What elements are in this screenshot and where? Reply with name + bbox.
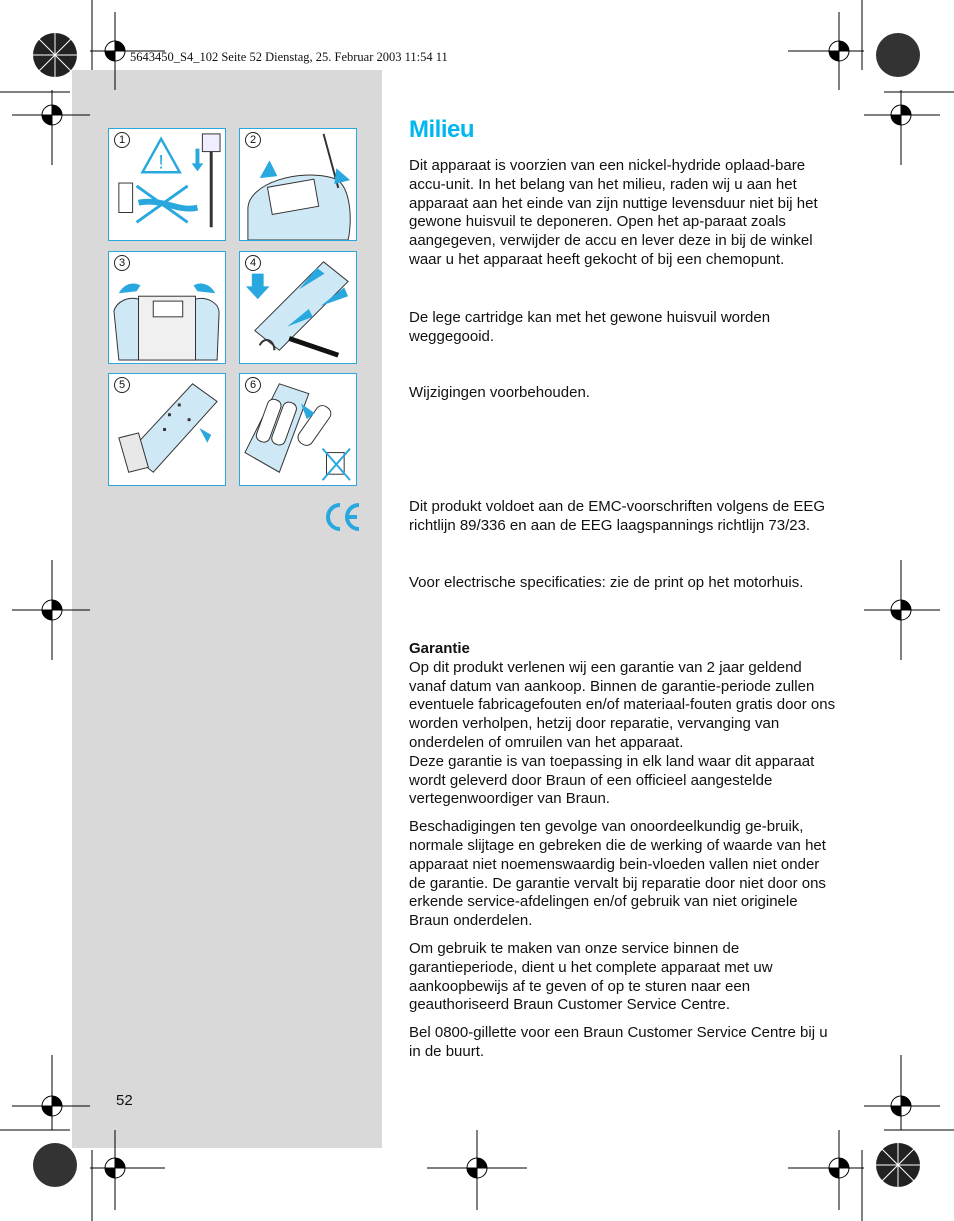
changes-note xyxy=(409,384,839,403)
figure-2 xyxy=(239,128,357,241)
figure-number: 5 xyxy=(114,377,130,393)
svg-text:!: ! xyxy=(158,151,164,174)
section-title: Milieu xyxy=(409,116,475,143)
milieu-paragraph-1 xyxy=(409,157,839,270)
milieu-text: Dit apparaat is voorzien van een nickel-hydride oplaad-bare accu-unit. In het belang van het milieu, raden wij u aan het apparaat aan het einde van zijn nuttige levensduur niet bij het gewone huisvuil te deponeren. Open het ap-paraat zoals aangegeven, verwijder de accu en lever deze in bij de winkel waar u het apparaat heeft gekocht of bij een chemopunt. xyxy=(409,157,818,268)
figure-number: 6 xyxy=(245,377,261,393)
warranty-paragraph-4: Om gebruik te maken van onze service binnen de garantieperiode, dient u het complete apparaat met uw aankoopbewijs af te geven of op te sturen naar een geauthoriseerd Braun Customer Service Centre. xyxy=(409,939,773,1014)
cartridge-text: De lege cartridge kan met het gewone huisvuil worden weggegooid. xyxy=(409,309,771,345)
emc-paragraph xyxy=(409,498,839,536)
crossed-out-bin-icon xyxy=(323,449,351,480)
specs-text: Voor electrische specificaties: zie de print op het motorhuis. xyxy=(409,574,804,591)
changes-text: Wijzigingen voorbehouden. xyxy=(409,384,590,401)
specs-paragraph xyxy=(409,574,839,593)
warranty-block xyxy=(409,640,839,1062)
warranty-paragraph-1: Op dit produkt verlenen wij een garantie van 2 jaar geldend vanaf datum van aankoop. Binnen de garantie-periode zullen eventuele fabricagefouten en/of materiaal-fouten gratis door ons worden verholpen, hetzij door reparatie, vervanging van onderdelen of omruilen van het apparaat. xyxy=(409,658,836,751)
figure-number: 4 xyxy=(245,255,261,271)
emc-text: Dit produkt voldoet aan de EMC-voorschriften volgens de EEG richtlijn 89/336 en aan de EEG laagspannings richtlijn 73/23. xyxy=(409,498,826,534)
figure-6 xyxy=(239,373,357,486)
warranty-heading: Garantie xyxy=(409,640,470,657)
figure-3 xyxy=(108,251,226,364)
print-header-line: 5643450_S4_102 Seite 52 Dienstag, 25. Februar 2003 11:54 11 xyxy=(130,50,448,64)
warranty-paragraph-5: Bel 0800-gillette voor een Braun Customer Service Centre bij u in de buurt. xyxy=(409,1024,828,1060)
warranty-paragraph-2: Deze garantie is van toepassing in elk land waar dit apparaat wordt geleverd door Braun of een officieel aangestelde vertegenwoordiger van Braun. xyxy=(409,752,815,808)
figure-4 xyxy=(239,251,357,364)
figure-number: 3 xyxy=(114,255,130,271)
ce-conformity-icon xyxy=(323,500,363,534)
figure-number: 1 xyxy=(114,132,130,148)
page-number: 52 xyxy=(116,1092,133,1109)
warranty-paragraph-3: Beschadigingen ten gevolge van onoordeelkundig ge-bruik, normale slijtage en gebreken die de werking of waarde van het apparaat niet noemenswaardig bein-vloeden vallen niet onder de garantie. De garantie vervalt bij reparatie door niet door ons erkende service-afdelingen en/of gebruik van niet originele Braun onderdelen. xyxy=(409,818,826,930)
milieu-paragraph-2 xyxy=(409,309,839,347)
figure-number: 2 xyxy=(245,132,261,148)
figure-5 xyxy=(108,373,226,486)
figure-1 xyxy=(108,128,226,241)
